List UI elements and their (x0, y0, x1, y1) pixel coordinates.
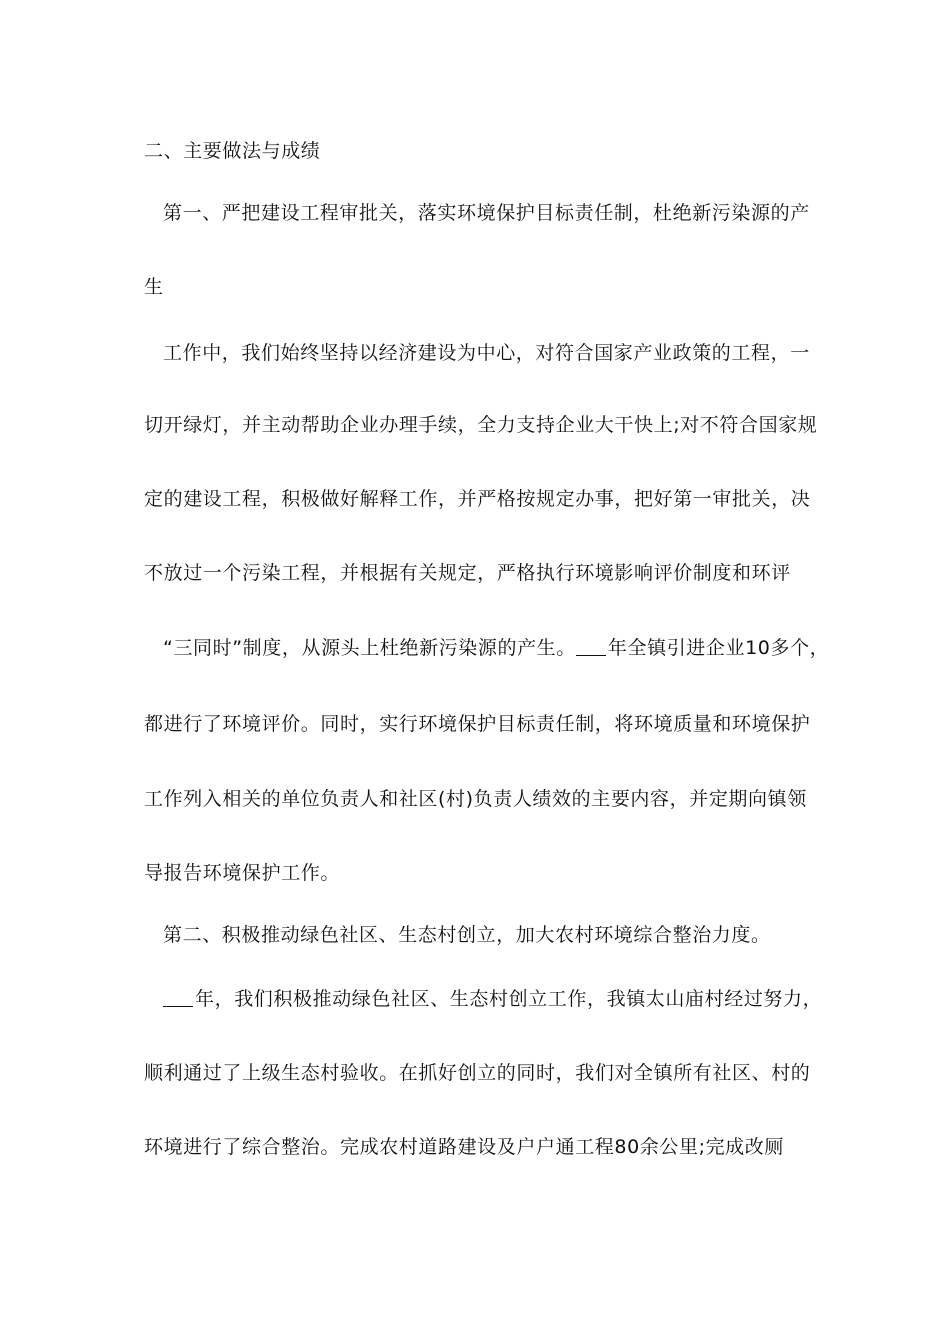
paragraph-line: 都进行了环境评价。同时，实行环境保护目标责任制，将环境质量和环境保护 (144, 713, 811, 735)
section-heading: 二、主要做法与成绩 (144, 140, 321, 162)
paragraph-line: 定的建设工程，积极做好解释工作，并严格按规定办事，把好第一审批关，决 (144, 488, 811, 510)
paragraph-line: 工作中，我们始终坚持以经济建设为中心，对符合国家产业政策的工程，一 (163, 342, 810, 364)
paragraph-line: 环境进行了综合整治。完成农村道路建设及户户通工程80余公里;完成改厕 (144, 1136, 784, 1158)
blank-underline (576, 637, 606, 656)
paragraph-text: 年全镇引进企业10多个， (607, 637, 830, 659)
paragraph-line: 不放过一个污染工程，并根据有关规定，严格执行环境影响评价制度和环评 (144, 562, 791, 584)
section2-title: 第二、积极推动绿色社区、生态村创立，加大农村环境综合整治力度。 (163, 924, 771, 946)
section1-title-line2: 生 (144, 276, 164, 298)
paragraph-line (163, 635, 829, 661)
paragraph-line: 切开绿灯，并主动帮助企业办理手续，全力支持企业大干快上;对不符合国家规 (144, 414, 818, 436)
paragraph-line (163, 986, 822, 1012)
section1-title-line1: 第一、严把建设工程审批关，落实环境保护目标责任制，杜绝新污染源的产 (163, 202, 810, 224)
paragraph-line: 顺利通过了上级生态村验收。在抓好创立的同时，我们对全镇所有社区、村的 (144, 1062, 811, 1084)
paragraph-text: 年，我们积极推动绿色社区、生态村创立工作，我镇太山庙村经过努力， (195, 988, 823, 1010)
paragraph-text: “三同时”制度，从源头上杜绝新污染源的产生。 (163, 637, 576, 659)
paragraph-line: 工作列入相关的单位负责人和社区(村)负责人绩效的主要内容，并定期向镇领 (144, 788, 807, 810)
paragraph-line: 导报告环境保护工作。 (144, 862, 341, 884)
blank-underline (163, 988, 193, 1007)
